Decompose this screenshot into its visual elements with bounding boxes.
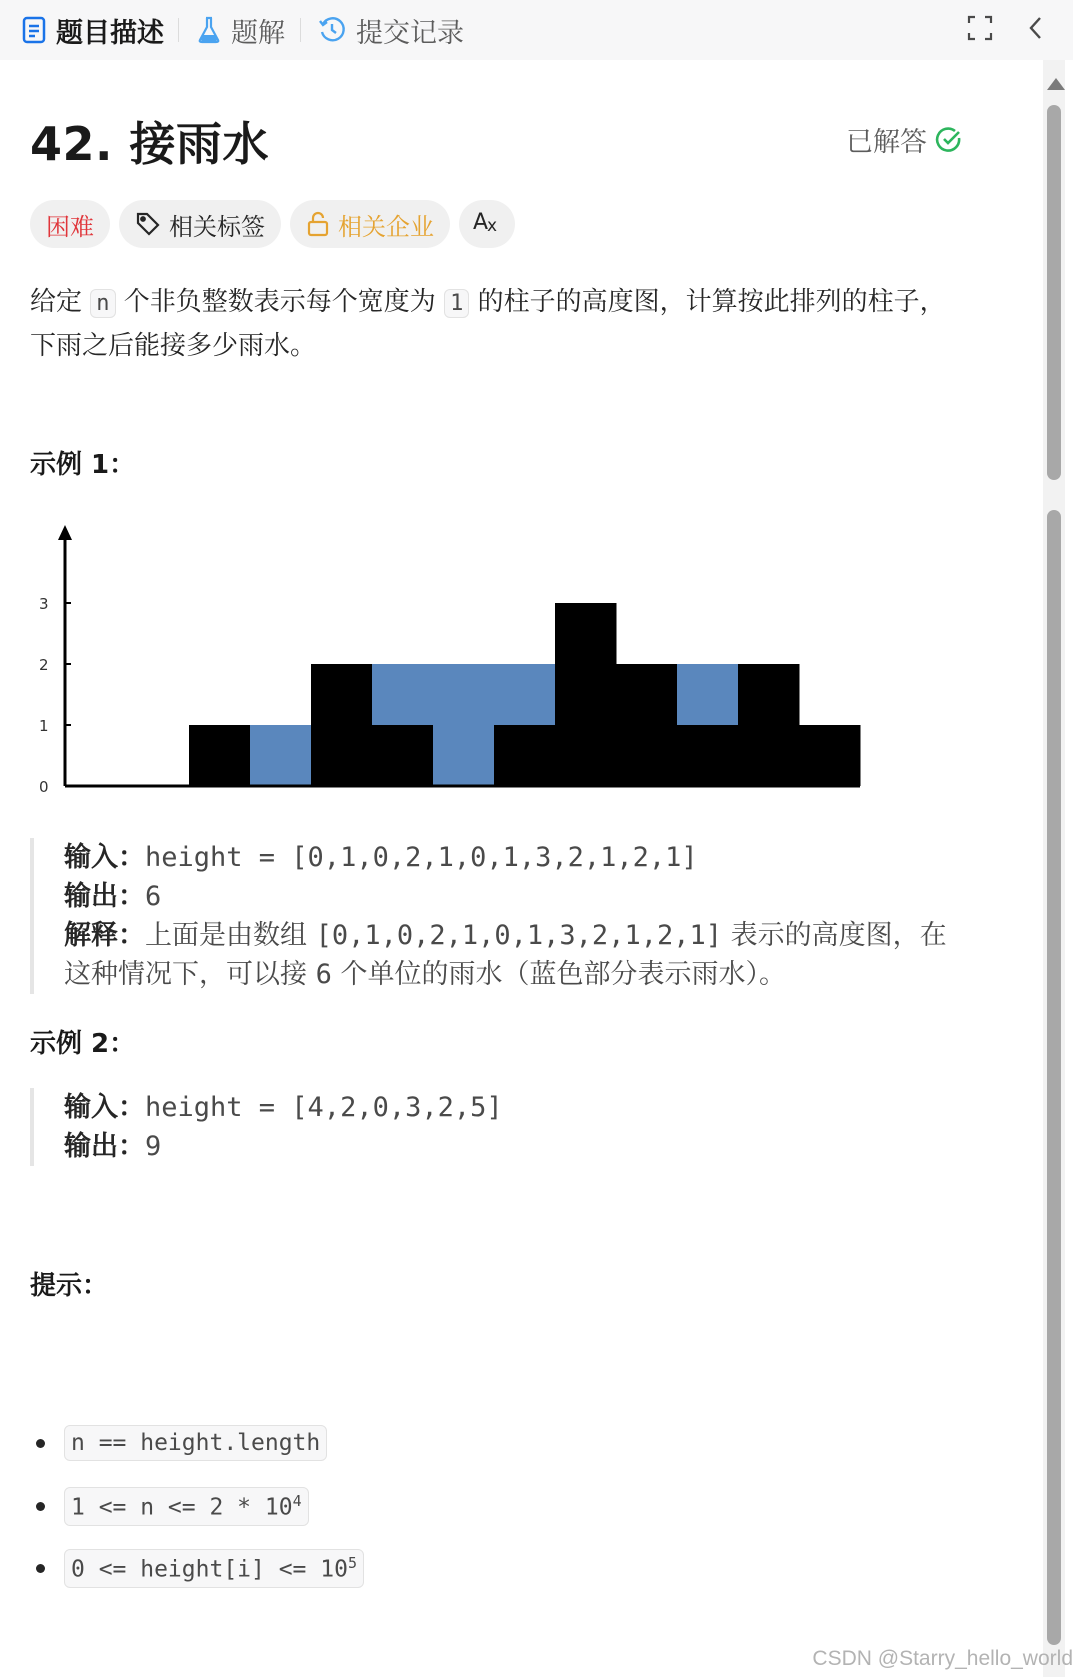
hint-code	[64, 1487, 309, 1526]
flask-icon	[197, 16, 221, 44]
height-bar	[189, 725, 251, 786]
explanation-text: 上面是由数组	[145, 920, 307, 951]
tab-divider	[300, 18, 301, 42]
hint-code-text: 1 <= n <= 2 * 10	[71, 1494, 293, 1521]
related-companies-label: 相关企业	[338, 212, 434, 241]
tag-chips	[30, 200, 515, 248]
inline-code: 1	[444, 289, 469, 318]
input-value: height = [4,2,0,3,2,5]	[145, 1092, 503, 1123]
y-tick-label: 1	[39, 717, 49, 735]
tab-solutions[interactable]	[197, 10, 285, 50]
water-bar	[677, 664, 739, 725]
scrollbar-track-segment[interactable]	[1047, 510, 1061, 1645]
problem-description	[30, 281, 950, 367]
list-item	[30, 1425, 327, 1461]
description-text: 的柱子的高度图，计算按此排列的柱子，下雨之后能接多少雨水。	[30, 287, 946, 361]
watermark: CSDN @Starry_hello_world	[812, 1647, 1073, 1670]
svg-text:x: x	[487, 216, 498, 234]
tab-description-label: 题目描述	[56, 17, 164, 49]
lock-icon	[306, 211, 330, 237]
tab-bar	[0, 0, 1073, 60]
height-bar	[616, 664, 678, 786]
water-bar	[494, 664, 556, 725]
solved-status-label: 已解答	[846, 127, 927, 158]
explanation-text: 个单位的雨水（蓝色部分表示雨水）。	[340, 959, 786, 990]
solved-status	[846, 120, 963, 159]
input-value: height = [0,1,0,2,1,0,1,3,2,1,2,1]	[145, 842, 698, 873]
fullscreen-button[interactable]	[962, 12, 998, 48]
collapse-panel-button[interactable]	[1018, 12, 1054, 48]
tab-submissions[interactable]	[318, 10, 464, 50]
list-item	[30, 1549, 364, 1588]
translate-button[interactable]	[459, 200, 515, 248]
related-companies-button[interactable]	[290, 200, 450, 248]
scrollbar-thumb[interactable]	[1047, 105, 1061, 480]
height-bar	[494, 725, 556, 786]
chevron-left-icon	[1026, 15, 1046, 45]
fullscreen-icon	[967, 15, 993, 45]
explanation-text: 表示的高度图，在这种情况下，可以接	[64, 920, 947, 990]
elevation-map-chart	[35, 520, 865, 850]
scrollbar[interactable]	[1043, 60, 1065, 1677]
history-icon	[318, 16, 346, 44]
scroll-up-arrow-icon[interactable]	[1047, 78, 1065, 90]
related-tags-button[interactable]	[119, 200, 281, 248]
bullet	[36, 1439, 45, 1448]
hint-exponent: 5	[347, 1554, 357, 1572]
description-icon	[22, 16, 46, 44]
difficulty-label: 困难	[46, 212, 94, 241]
height-bar	[799, 725, 861, 786]
hint-code	[64, 1549, 364, 1588]
explanation-number: 6	[315, 959, 332, 990]
bullet	[36, 1564, 45, 1573]
height-bar	[372, 725, 434, 786]
bullet	[36, 1502, 45, 1511]
check-circle-icon	[935, 126, 963, 154]
svg-text:A: A	[473, 210, 489, 234]
input-label: 输入：	[64, 1092, 145, 1123]
tag-icon	[135, 211, 161, 237]
height-bar	[738, 664, 800, 786]
description-text: 个非负整数表示每个宽度为	[123, 287, 436, 317]
tab-submissions-label: 提交记录	[356, 17, 464, 49]
hint-code: n == height.length	[64, 1425, 327, 1461]
height-bar	[677, 725, 739, 786]
related-tags-label: 相关标签	[169, 212, 265, 241]
hints-heading: 提示：	[30, 1271, 109, 1301]
height-bar	[311, 664, 373, 786]
y-tick-label: 0	[39, 778, 49, 796]
description-text: 给定	[30, 287, 83, 317]
output-value: 9	[145, 1131, 162, 1162]
inline-code: n	[90, 289, 115, 318]
output-label: 输出：	[64, 1131, 145, 1162]
output-value: 6	[145, 881, 162, 912]
tab-solutions-label: 题解	[231, 17, 285, 49]
water-bar	[433, 664, 495, 786]
example-1-heading: 示例 1：	[30, 450, 136, 480]
explanation-label: 解释：	[64, 920, 145, 951]
list-item	[30, 1487, 309, 1526]
example-1-block	[30, 838, 954, 994]
input-label: 输入：	[64, 842, 145, 873]
example-2-block	[30, 1088, 954, 1166]
output-label: 输出：	[64, 881, 145, 912]
tab-divider	[178, 18, 179, 42]
water-bar	[250, 725, 312, 786]
tab-description[interactable]	[22, 10, 164, 50]
hint-exponent: 4	[292, 1492, 302, 1510]
example-2-heading: 示例 2：	[30, 1029, 136, 1059]
difficulty-badge	[30, 200, 110, 248]
translate-icon	[473, 208, 501, 240]
y-axis-arrow	[58, 525, 72, 540]
explanation-code: [0,1,0,2,1,0,1,3,2,1,2,1]	[315, 920, 722, 951]
height-bar	[555, 603, 617, 786]
y-tick-label: 2	[39, 656, 49, 674]
problem-title: 42. 接雨水	[30, 117, 270, 171]
hint-code-text: 0 <= height[i] <= 10	[71, 1556, 348, 1583]
y-tick-label: 3	[39, 595, 49, 613]
water-bar	[372, 664, 434, 725]
